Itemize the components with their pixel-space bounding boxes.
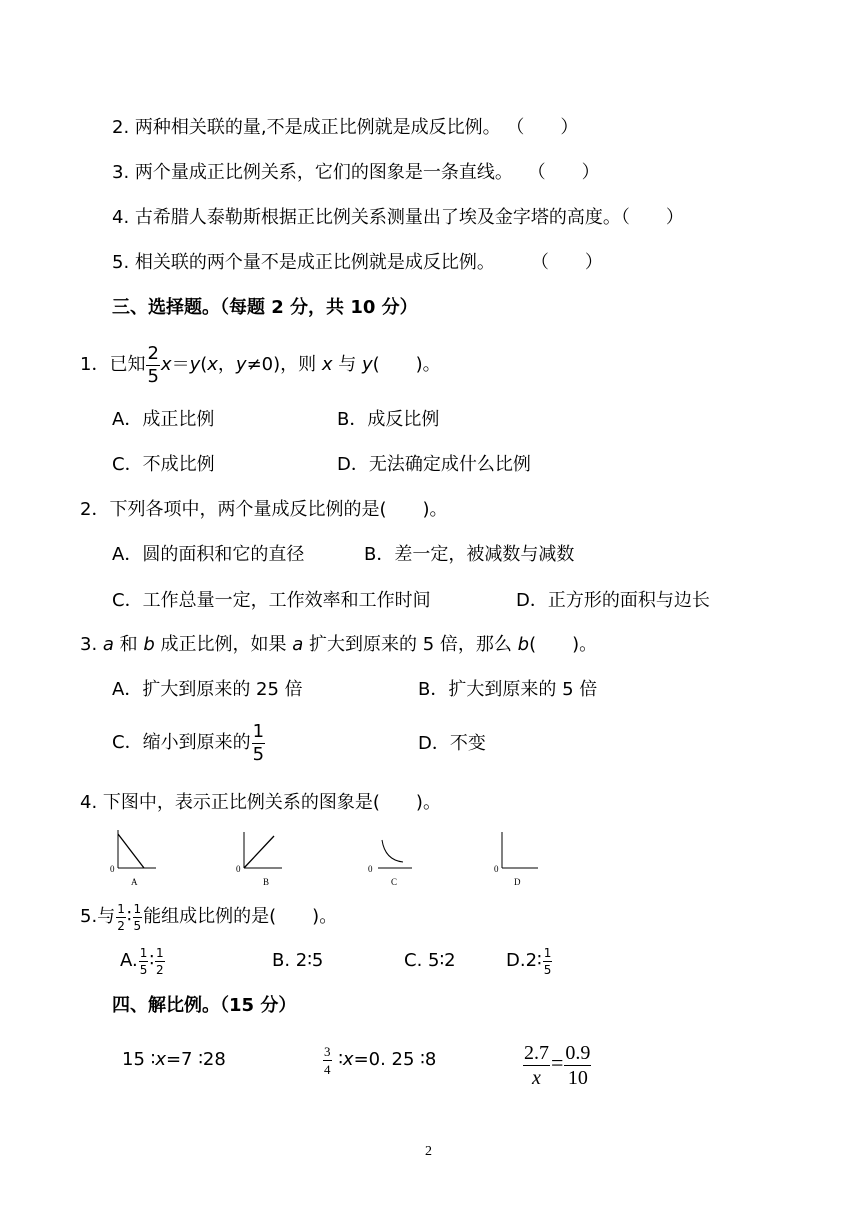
q5-option-a-prefix: A. <box>120 950 138 971</box>
q3-var-b: b <box>143 634 155 655</box>
p3-f1-den: x <box>532 1066 541 1089</box>
q1-cond-comma: ， <box>217 354 236 375</box>
q1-equals: ＝ <box>171 354 190 375</box>
question-4-stem: 4. 下图中，表示正比例关系的图象是( )。 <box>80 792 441 813</box>
q5-option-a-fraction-1 <box>139 947 149 976</box>
q1-fraction <box>146 342 159 387</box>
q3-var-a2: a <box>292 634 304 655</box>
q1-cond-y: y <box>235 354 247 375</box>
q3-tail: ( )。 <box>529 634 598 655</box>
q5-a-f1-num: 1 <box>139 945 148 960</box>
graph-c-label: C <box>391 877 398 887</box>
q3-text-2: 成正比例，如果 <box>154 634 293 655</box>
proportion-3-equals: = <box>551 1050 564 1075</box>
graph-b-label: B <box>263 877 270 887</box>
q5-option-b: B. 2∶5 <box>272 950 324 971</box>
question-5-stem <box>80 900 337 934</box>
graph-a-line <box>118 834 144 868</box>
proportion-1-x: x <box>155 1049 166 1070</box>
judge-item-3: 3. 两个量成正比例关系，它们的图象是一条直线。 （ ） <box>112 162 600 183</box>
q1-var-y2: y <box>361 354 373 375</box>
q3-var-b2: b <box>517 634 530 655</box>
q5-a-f2-den: 2 <box>156 962 164 977</box>
p2-den: 4 <box>324 1061 331 1077</box>
question-2-stem: 2．下列各项中，两个量成反比例的是( )。 <box>80 499 448 520</box>
q3-frac-denominator: 5 <box>252 743 265 765</box>
q5-a-f1-den: 5 <box>139 962 148 977</box>
q3-option-c-text: C．缩小到原来的 <box>112 732 251 753</box>
q5-tail: 能组成比例的是( )。 <box>143 906 338 927</box>
graph-b-origin: 0 <box>236 864 241 874</box>
proportion-2-x: x <box>342 1049 354 1070</box>
q1-var-x: x <box>160 354 172 375</box>
q5-option-d <box>506 944 553 978</box>
proportion-1-left: 15 ∶ <box>122 1049 156 1070</box>
proportion-3-fraction-1 <box>523 1043 550 1088</box>
q5-fraction-1 <box>116 903 126 932</box>
q5-option-a-colon: ∶ <box>149 950 155 971</box>
judge-item-5: 5. 相关联的两个量不是成正比例就是成反比例。 （ ） <box>112 252 603 273</box>
proportion-1 <box>122 1048 226 1072</box>
proportion-2 <box>322 1040 436 1080</box>
question-3-stem <box>80 633 597 657</box>
graph-a-label: A <box>131 877 138 887</box>
question-1-stem <box>80 340 441 390</box>
graph-c-curve <box>382 840 403 862</box>
q5-d-num: 1 <box>543 945 552 960</box>
q3-option-b: B．扩大到原来的 5 倍 <box>418 679 598 700</box>
q1-fraction-denominator: 5 <box>147 365 159 387</box>
section-heading-solve: 四、解比例。（15 分） <box>112 995 297 1016</box>
q1-var-y: y <box>189 354 201 375</box>
q3-var-a: a <box>102 634 114 655</box>
p3-f2-den: 10 <box>567 1066 588 1089</box>
q5-a-f2-num: 1 <box>156 945 164 960</box>
proportion-3-fraction-2 <box>564 1043 591 1088</box>
graph-b-line <box>244 836 274 868</box>
q3-option-a: A．扩大到原来的 25 倍 <box>112 679 303 700</box>
q1-option-c: C．不成比例 <box>112 454 215 475</box>
graph-c <box>368 840 412 887</box>
q1-fraction-numerator: 2 <box>147 342 159 364</box>
graph-a-origin: 0 <box>110 864 115 874</box>
proportion-2-right: =0. 25 ∶8 <box>353 1049 437 1070</box>
graph-c-origin: 0 <box>368 864 373 874</box>
graph-d <box>494 832 538 887</box>
q3-text-3: 扩大到原来的 5 倍，那么 <box>303 634 518 655</box>
q5-f2-den: 5 <box>133 918 142 933</box>
q5-option-a-fraction-2 <box>155 947 165 976</box>
q2-option-d: D．正方形的面积与边长 <box>516 590 710 611</box>
q3-frac-numerator: 1 <box>252 720 265 742</box>
q1-option-b: B．成反比例 <box>337 409 440 430</box>
proportion-2-colon: ∶ <box>332 1049 343 1070</box>
q5-fraction-2 <box>133 903 143 932</box>
graph-b <box>236 832 282 887</box>
q5-prefix: 5.与 <box>80 906 116 927</box>
graph-a <box>110 830 156 887</box>
judge-item-4: 4. 古希腊人泰勒斯根据正比例关系测量出了埃及金字塔的高度。（ ） <box>112 207 684 228</box>
q3-prefix: 3. <box>80 634 103 655</box>
q5-f2-num: 1 <box>133 901 142 916</box>
q2-option-b: B．差一定，被减数与减数 <box>364 544 575 565</box>
proportion-3 <box>522 1036 592 1092</box>
q1-var-x2: x <box>321 354 333 375</box>
q1-cond-open: ( <box>200 354 208 375</box>
q1-option-d: D．无法确定成什么比例 <box>337 454 531 475</box>
q5-f1-num: 1 <box>117 901 125 916</box>
q2-option-a: A．圆的面积和它的直径 <box>112 544 305 565</box>
q5-option-c: C. 5∶2 <box>404 950 456 971</box>
q5-option-d-fraction <box>543 947 553 976</box>
q1-option-a: A．成正比例 <box>112 409 215 430</box>
p2-num: 3 <box>324 1043 331 1059</box>
graph-d-label: D <box>514 877 521 887</box>
q3-option-c <box>112 718 266 768</box>
q1-tail: ( )。 <box>372 354 441 375</box>
q1-cond-rest: ≠0)，则 <box>246 354 322 375</box>
proportion-1-right: =7 ∶28 <box>165 1049 226 1070</box>
graph-d-origin: 0 <box>494 864 499 874</box>
q5-f1-den: 2 <box>117 918 125 933</box>
section-heading-choice: 三、选择题。（每题 2 分，共 10 分） <box>112 297 418 318</box>
q1-cond-x: x <box>207 354 218 375</box>
p3-f1-num: 2.7 <box>524 1041 549 1064</box>
q1-and: 与 <box>332 354 362 375</box>
q1-prefix: 1．已知 <box>80 354 146 375</box>
q4-graphs <box>100 826 560 890</box>
q3-option-d: D．不变 <box>418 733 486 754</box>
q5-option-a <box>120 944 166 978</box>
proportion-2-fraction <box>323 1045 332 1076</box>
judge-item-2: 2. 两种相关联的量,不是成正比例就是成反比例。 （ ） <box>112 117 579 138</box>
page-number: 2 <box>425 1144 432 1159</box>
p3-f2-num: 0.9 <box>565 1041 591 1064</box>
q5-colon: ∶ <box>126 906 132 927</box>
q5-d-den: 5 <box>543 962 552 977</box>
q3-option-c-fraction <box>252 720 265 765</box>
q2-option-c: C．工作总量一定，工作效率和工作时间 <box>112 590 431 611</box>
q5-option-d-prefix: D.2∶ <box>506 950 542 971</box>
q3-text-1: 和 <box>113 634 144 655</box>
